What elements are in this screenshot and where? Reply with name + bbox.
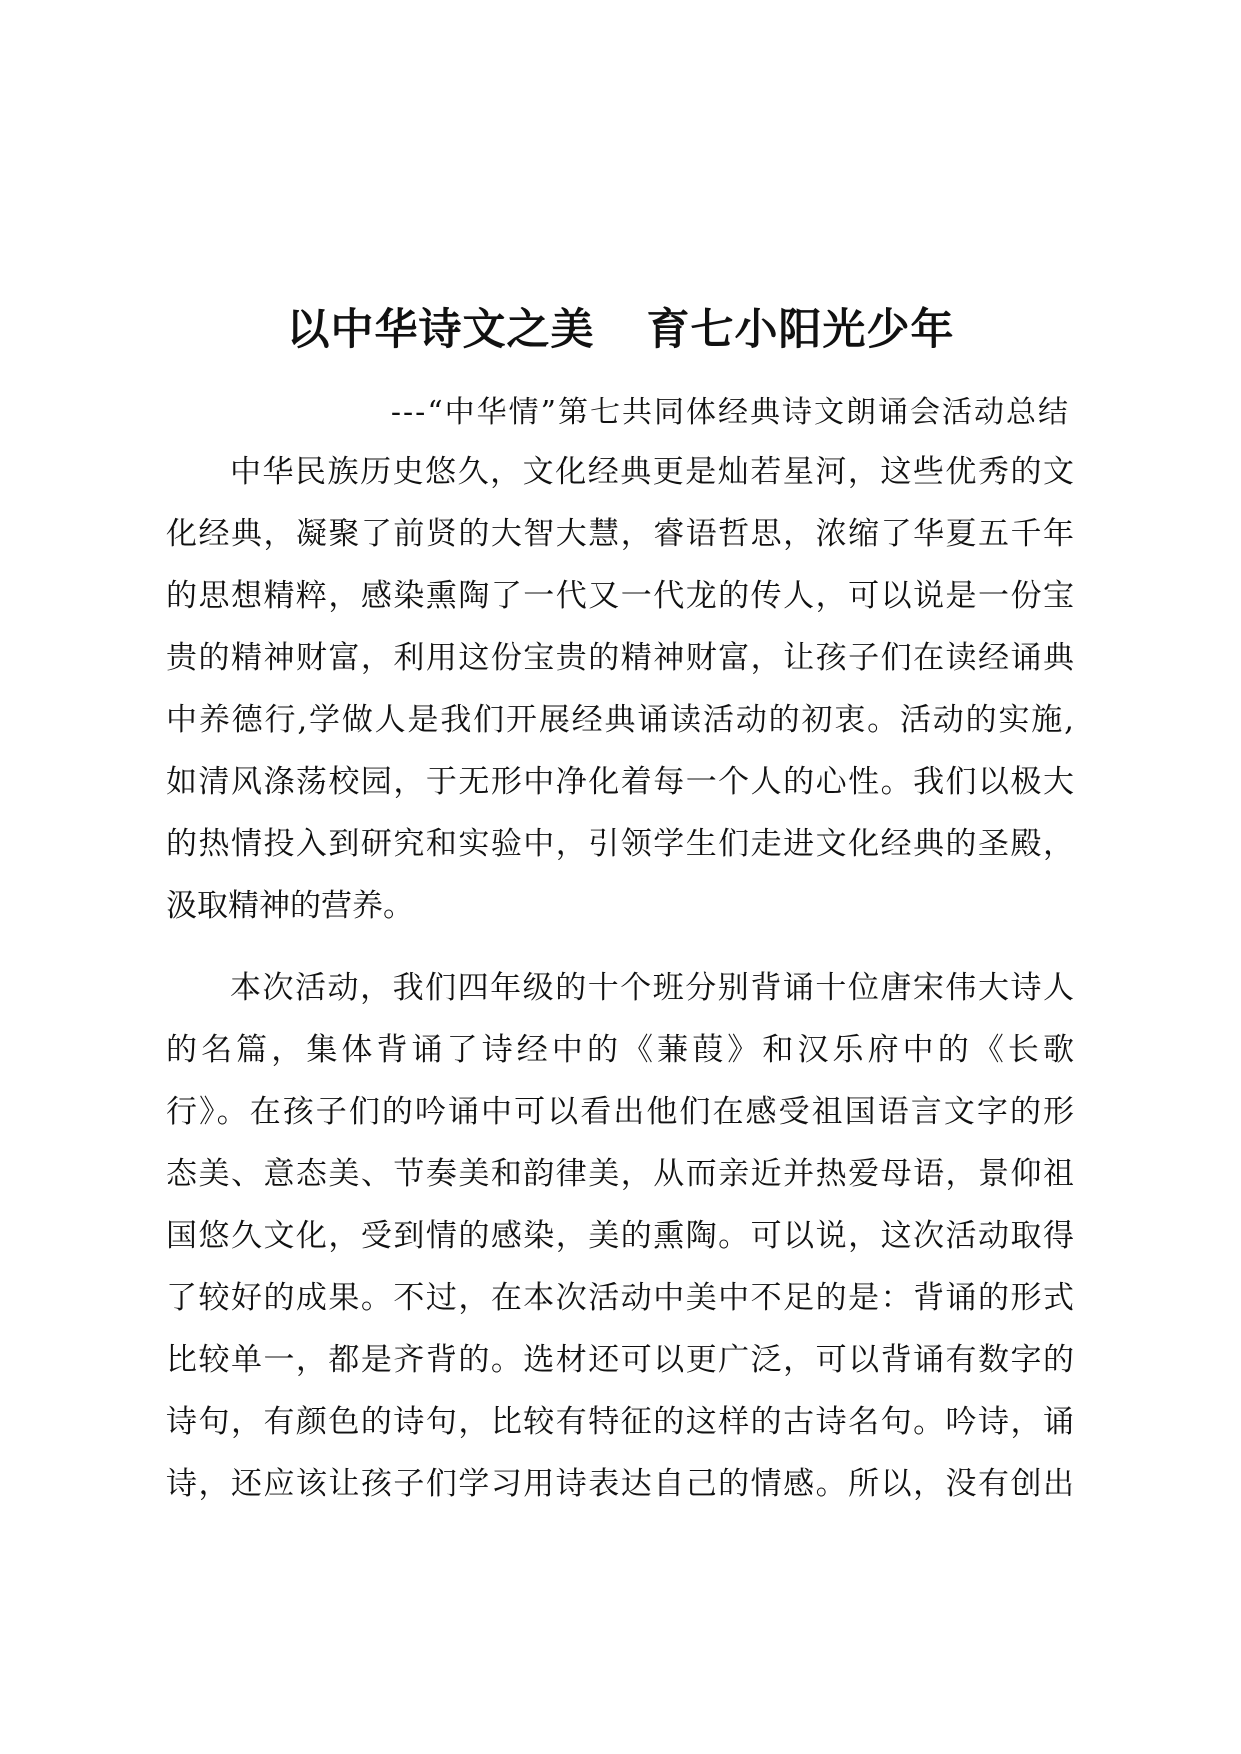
paragraph-line: 中养德行,学做人是我们开展经典诵读活动的初衷。活动的实施,: [166, 702, 1074, 738]
paragraph-line: 诗，还应该让孩子们学习用诗表达自己的情感。所以，没有创出: [166, 1466, 1074, 1502]
paragraph-spacer: [166, 948, 1074, 968]
paragraph-line: 的名篇，集体背诵了诗经中的《蒹葭》和汉乐府中的《长歌: [166, 1032, 1074, 1068]
paragraph-line: 如清风涤荡校园，于无形中净化着每一个人的心性。我们以极大: [166, 764, 1074, 800]
paragraph-1: [166, 452, 1074, 926]
paragraph-line: 了较好的成果。不过，在本次活动中美中不足的是：背诵的形式: [166, 1280, 1074, 1316]
paragraph-line: 汲取精神的营养。: [166, 888, 414, 924]
title-part-1: 以中华诗文之美: [286, 305, 595, 355]
paragraph-line: 中华民族历史悠久，文化经典更是灿若星河，这些优秀的文: [230, 454, 1074, 490]
paragraph-line: 化经典，凝聚了前贤的大智大慧，睿语哲思，浓缩了华夏五千年: [166, 516, 1074, 552]
paragraph-line: 比较单一，都是齐背的。选材还可以更广泛，可以背诵有数字的: [166, 1342, 1074, 1378]
document-title: [0, 300, 1241, 360]
paragraph-line: 的热情投入到研究和实验中，引领学生们走进文化经典的圣殿，: [166, 826, 1074, 862]
paragraph-line: 贵的精神财富，利用这份宝贵的精神财富，让孩子们在读经诵典: [166, 640, 1074, 676]
paragraph-line: 的思想精粹，感染熏陶了一代又一代龙的传人，可以说是一份宝: [166, 578, 1074, 614]
paragraph-line: 行》。在孩子们的吟诵中可以看出他们在感受祖国语言文字的形: [166, 1094, 1074, 1130]
paragraph-line: 态美、意态美、节奏美和韵律美，从而亲近并热爱母语，景仰祖: [166, 1156, 1074, 1192]
document-body: [166, 452, 1074, 1526]
paragraph-line: 诗句，有颜色的诗句，比较有特征的这样的古诗名句。吟诗，诵: [166, 1404, 1074, 1440]
paragraph-line: 国悠久文化，受到情的感染，美的熏陶。可以说，这次活动取得: [166, 1218, 1074, 1254]
paragraph-2: [166, 968, 1074, 1504]
document-subtitle: ---“中华情”第七共同体经典诗文朗诵会活动总结: [390, 395, 1070, 430]
paragraph-line: 本次活动，我们四年级的十个班分别背诵十位唐宋伟大诗人: [230, 970, 1074, 1006]
title-part-2: 育七小阳光少年: [646, 305, 955, 355]
